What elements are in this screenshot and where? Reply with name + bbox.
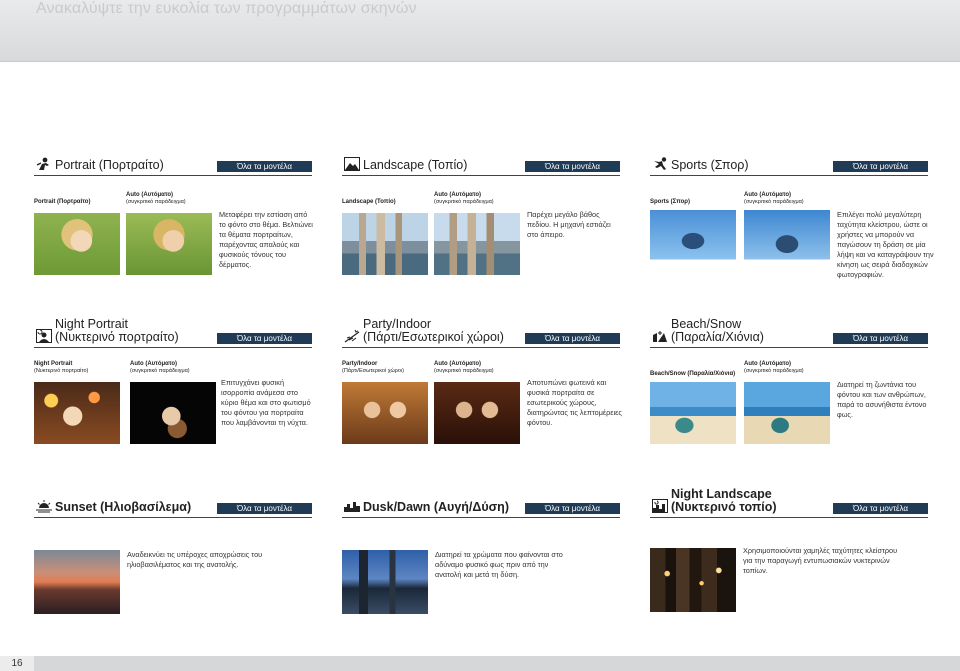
section-title-line1: Night Portrait [55, 317, 128, 331]
auto-label-sub: (συγκριτικό παράδειγμα) [130, 368, 190, 374]
section-header [34, 148, 312, 176]
section-title: Sports (Σπορ) [671, 158, 749, 172]
auto-label [744, 361, 804, 375]
scene-label [342, 361, 404, 375]
auto-photo [744, 382, 830, 444]
auto-label-text: Auto (Αυτόματο) [126, 192, 174, 198]
all-models-badge: Όλα τα μοντέλα [833, 161, 928, 172]
auto-label [130, 361, 190, 375]
section-header [650, 148, 928, 176]
auto-label-sub: (συγκριτικό παράδειγμα) [434, 368, 494, 374]
section-header [34, 490, 312, 518]
auto-label [744, 192, 804, 206]
auto-label-text: Auto (Αυτόματο) [434, 192, 482, 198]
description: Διατηρεί τη ζωντάνια του φόντου και των ανθρώπων, παρά το ασυνήθιστα έντονο φως. [837, 380, 927, 419]
section-title-line2: (Νυκτερινό πορτραίτο) [55, 330, 179, 344]
section-title [55, 318, 179, 344]
section-title-line1: Night Landscape [671, 487, 772, 501]
description: Επιτυγχάνει φυσική ισορροπία ανάμεσα στο κύριο θέμα και στο φωτισμό του φόντου για πορτραίτα που λαμβάνονται τη νύχτα. [221, 378, 311, 427]
description: Χρησιμοποιούνται χαμηλές ταχύτητες κλείστρου για την παραγωγή εντυπωσιακών νυκτερινών τοπίων. [743, 546, 898, 575]
scene-label: Landscape (Τοπίο) [342, 199, 396, 205]
all-models-badge: Όλα τα μοντέλα [833, 333, 928, 344]
description: Επιλέγει πολύ μεγαλύτερη ταχύτητα κλείστρου, ώστε οι χρήστες να μπορούν να παγώσουν τη δράση σε μία λήψη και να καταγράψουν την κίνηση ως σειρά διαδοχικών φωτογραφιών. [837, 210, 934, 279]
section-title-line2: (Νυκτερινό τοπίο) [671, 500, 777, 514]
all-models-badge: Όλα τα μοντέλα [217, 333, 312, 344]
scene-label: Portrait (Πορτραίτο) [34, 199, 91, 205]
dusk-dawn-icon [344, 499, 360, 513]
auto-label [434, 361, 494, 375]
scene-label: Sports (Σπορ) [650, 199, 690, 205]
scene-photo [34, 213, 120, 275]
auto-photo [126, 213, 212, 275]
scene-label [34, 361, 88, 375]
description: Παρέχει μεγάλο βάθος πεδίου. Η μηχανή εστιάζει στο άπειρο. [527, 210, 611, 239]
section-header [34, 317, 312, 348]
section-title-line1: Beach/Snow [671, 317, 742, 331]
auto-photo [744, 210, 830, 272]
sports-icon [652, 157, 668, 171]
page-number: 16 [0, 656, 34, 671]
description: Αποτυπώνει φωτεινά και φυσικά πορτραίτα σε εσωτερικούς χώρους, διατηρώντας τις λεπτομέρειες φόντου. [527, 378, 622, 427]
scene-photo [650, 548, 736, 612]
auto-label-sub: (συγκριτικό παράδειγμα) [744, 199, 804, 205]
all-models-badge: Όλα τα μοντέλα [833, 503, 928, 514]
scene-label-sub: (Νυκτερινό πορτραίτο) [34, 368, 89, 374]
scene-label-sub: (Πάρτι/Εσωτερικοί χώροι) [342, 368, 404, 374]
section-header [342, 317, 620, 348]
all-models-badge: Όλα τα μοντέλα [525, 503, 620, 514]
all-models-badge: Όλα τα μοντέλα [217, 161, 312, 172]
scene-label-text: Night Portrait [34, 361, 73, 367]
page-title: Ανακαλύψτε την ευκολία των προγραμμάτων σκηνών [36, 0, 417, 17]
scene-photo [650, 382, 736, 444]
auto-label [434, 192, 494, 206]
all-models-badge: Όλα τα μοντέλα [525, 333, 620, 344]
auto-label [126, 192, 186, 206]
auto-photo [434, 382, 520, 444]
sunset-icon [36, 499, 52, 513]
section-header [650, 487, 928, 518]
auto-label-text: Auto (Αυτόματο) [434, 361, 482, 367]
section-title: Portrait (Πορτραίτο) [55, 158, 164, 172]
section-title [671, 318, 764, 344]
section-header [650, 317, 928, 348]
scene-photo [34, 382, 120, 444]
section-header [342, 490, 620, 518]
section-title: Sunset (Ηλιοβασίλεμα) [55, 500, 192, 514]
section-title [671, 488, 777, 514]
scene-photo [342, 213, 428, 275]
section-title-line2: (Παραλία/Χιόνια) [671, 330, 764, 344]
auto-label-text: Auto (Αυτόματο) [744, 192, 792, 198]
section-title-line2: (Πάρτι/Εσωτερικοί χώροι) [363, 330, 504, 344]
scene-photo [342, 382, 428, 444]
auto-photo [130, 382, 216, 444]
scene-label: Beach/Snow (Παραλία/Χιόνια) [650, 371, 736, 377]
all-models-badge: Όλα τα μοντέλα [217, 503, 312, 514]
all-models-badge: Όλα τα μοντέλα [525, 161, 620, 172]
auto-label-sub: (συγκριτικό παράδειγμα) [744, 368, 804, 374]
auto-label-sub: (συγκριτικό παράδειγμα) [434, 199, 494, 205]
portrait-icon [36, 157, 52, 171]
night-portrait-icon [36, 329, 52, 343]
section-title: Dusk/Dawn (Αυγή/Δύση) [363, 500, 509, 514]
section-header [342, 148, 620, 176]
description: Μεταφέρει την εστίαση από το φόντο στο θέμα. Βελτιώνει τα θέματα πορτραίτων, παρέχοντας απαλούς και φυσικούς τόνους του δέρματος. [219, 210, 313, 269]
party-icon [344, 329, 360, 343]
section-title-line1: Party/Indoor [363, 317, 432, 331]
night-landscape-icon [652, 499, 668, 513]
landscape-icon [344, 157, 360, 171]
footer-band [0, 656, 960, 671]
auto-photo [434, 213, 520, 275]
section-title [363, 318, 504, 344]
description: Διατηρεί τα χρώματα που φαίνονται στο αδύναμο φυσικό φως πριν από την ανατολή και μετά τη δύση. [435, 550, 563, 579]
auto-label-text: Auto (Αυτόματο) [130, 361, 178, 367]
beach-snow-icon [652, 329, 668, 343]
scene-photo [650, 210, 736, 272]
section-title: Landscape (Τοπίο) [363, 158, 468, 172]
scene-photo [34, 550, 120, 614]
description: Αναδεικνύει τις υπέροχες αποχρώσεις του ηλιοβασιλέματος και της ανατολής. [127, 550, 263, 569]
auto-label-sub: (συγκριτικό παράδειγμα) [126, 199, 186, 205]
scene-photo [342, 550, 428, 614]
auto-label-text: Auto (Αυτόματο) [744, 361, 792, 367]
scene-label-text: Party/Indoor [342, 361, 378, 367]
